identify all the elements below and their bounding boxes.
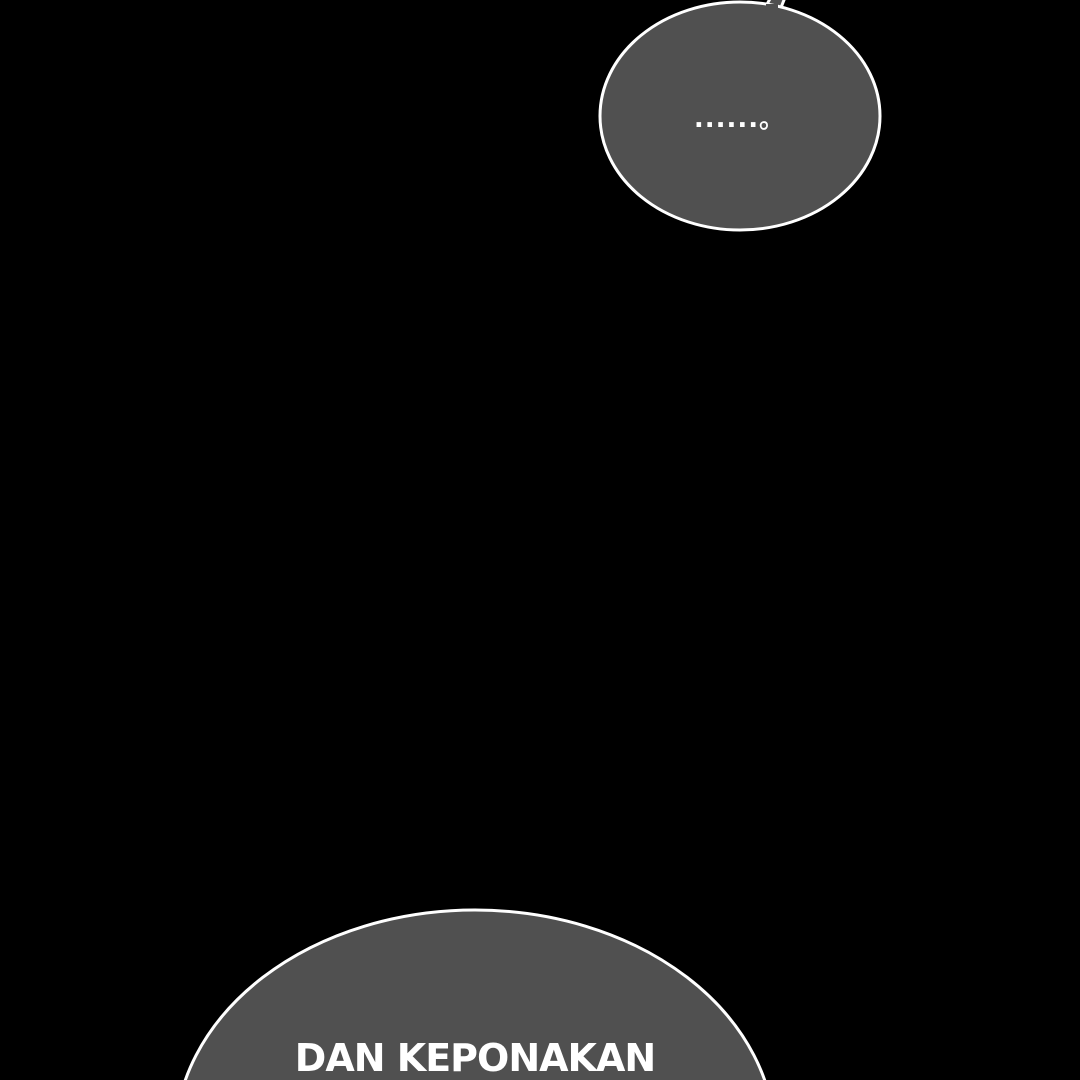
top-bubble-tail-joint	[766, 4, 778, 12]
bottom-bubble-text: DAN KEPONAKAN	[294, 1036, 656, 1080]
top-bubble-text: ......。	[693, 104, 787, 134]
